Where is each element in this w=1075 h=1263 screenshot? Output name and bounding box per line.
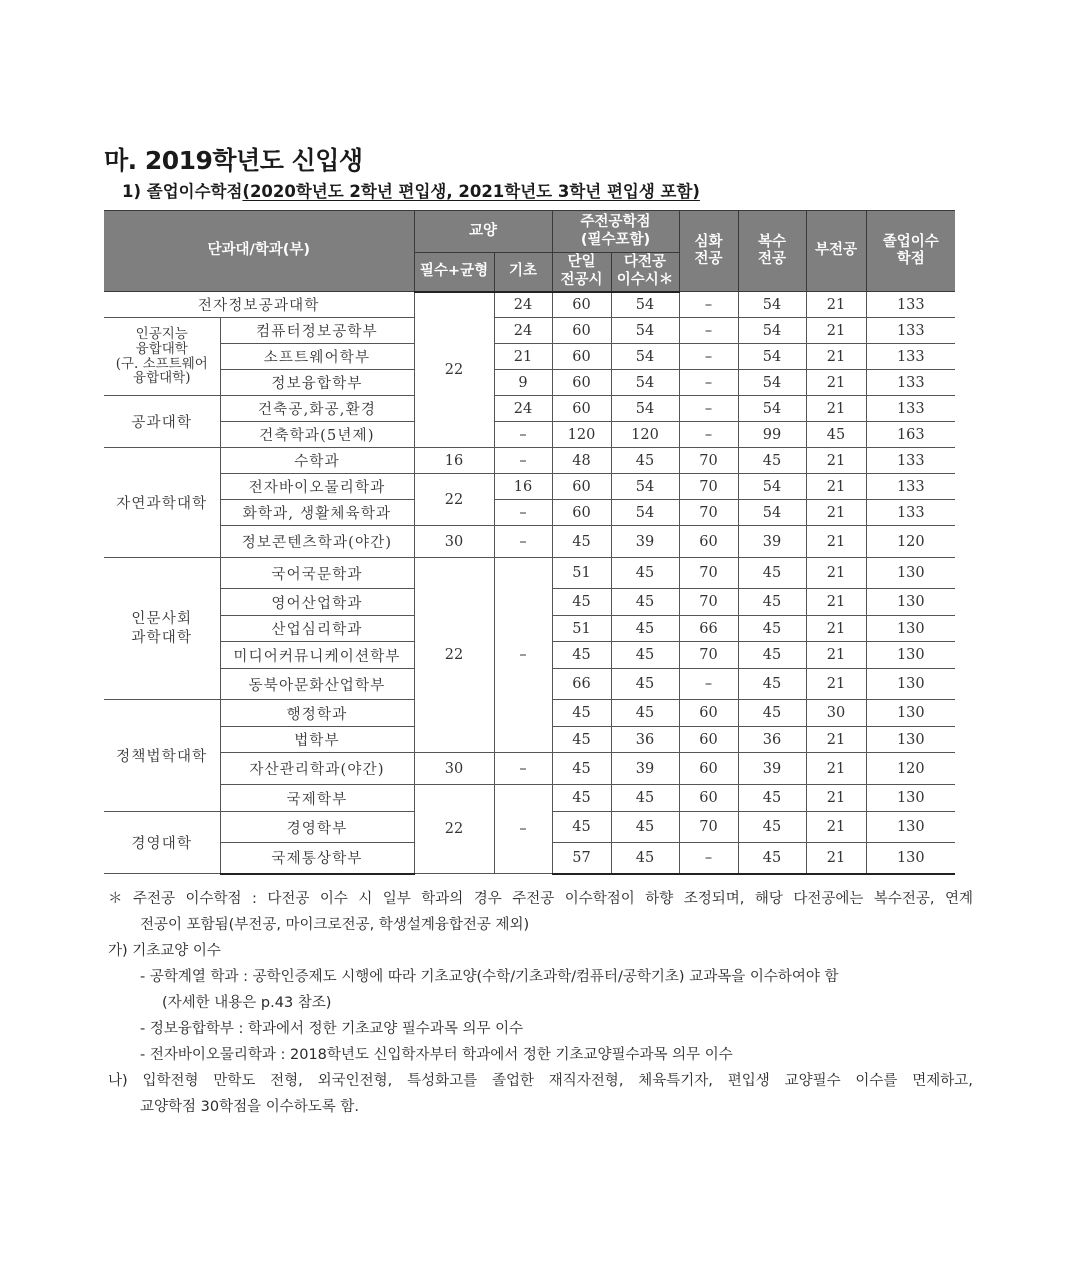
college-name: 공과대학 <box>104 396 220 448</box>
required-cell: 30 <box>414 526 494 558</box>
department-cell: 화학과, 생활체육학과 <box>220 500 414 526</box>
note-word: 이수학점 <box>185 891 242 907</box>
multi-cell: 54 <box>611 344 679 370</box>
single-cell: 45 <box>552 785 611 812</box>
note-word: 나) <box>108 1073 128 1089</box>
table-row <box>104 422 955 448</box>
multi-cell: 54 <box>611 474 679 500</box>
graduation-cell: 130 <box>866 843 955 874</box>
double-cell: 45 <box>738 700 806 727</box>
advanced-cell: – <box>679 422 738 448</box>
college-name-line4: 융합대학) <box>133 370 191 387</box>
note-word: 학과의 <box>421 891 464 907</box>
double-cell: 45 <box>738 558 806 589</box>
college-name-line3: (구. 소프트웨어 <box>115 355 208 372</box>
department-cell: 건축공,화공,환경 <box>220 396 414 422</box>
header-general-basic: 기초 <box>494 253 552 292</box>
double-cell: 54 <box>738 370 806 396</box>
subheading-prefix: 1) 졸업이수학점 <box>122 182 243 201</box>
college-name <box>104 318 220 396</box>
graduation-cell: 130 <box>866 558 955 589</box>
minor-cell: 21 <box>806 500 866 526</box>
note-major-credits <box>108 886 973 912</box>
graduation-cell: 130 <box>866 785 955 812</box>
note-major-credits-cont: 전공이 포함됨(부전공, 마이크로전공, 학생설계융합전공 제외) <box>140 917 530 933</box>
note-word: 교양필수 <box>784 1073 841 1089</box>
note-word: 면제하고, <box>912 1073 973 1089</box>
note-word: 주전공 <box>512 891 555 907</box>
advanced-cell: 70 <box>679 812 738 843</box>
graduation-cell: 133 <box>866 448 955 474</box>
department-cell: 국제학부 <box>220 785 414 812</box>
double-cell: 54 <box>738 292 806 318</box>
basic-cell: 16 <box>494 474 552 500</box>
table-row <box>104 448 955 474</box>
graduation-cell: 133 <box>866 292 955 318</box>
minor-cell: 21 <box>806 616 866 642</box>
college-name: 경영대학 <box>104 812 220 874</box>
double-cell: 39 <box>738 753 806 785</box>
single-cell: 57 <box>552 843 611 874</box>
multi-cell: 45 <box>611 700 679 727</box>
department-cell: 국제통상학부 <box>220 843 414 874</box>
header-graduation <box>866 211 955 292</box>
header-advanced-line2: 전공 <box>694 251 723 267</box>
note-word: 만학도 <box>213 1073 256 1089</box>
single-cell: 45 <box>552 526 611 558</box>
minor-cell: 21 <box>806 396 866 422</box>
single-cell: 66 <box>552 669 611 700</box>
merged-required-cell: 22 <box>414 785 494 874</box>
advanced-cell: – <box>679 344 738 370</box>
graduation-cell: 133 <box>866 500 955 526</box>
note-word: 복수전공, <box>873 891 935 907</box>
note-ga-item-1-cont: (자세한 내용은 p.43 참조) <box>162 995 332 1011</box>
graduation-cell: 133 <box>866 474 955 500</box>
advanced-cell: – <box>679 396 738 422</box>
double-cell: 36 <box>738 727 806 753</box>
header-single-major <box>552 253 611 292</box>
minor-cell: 21 <box>806 642 866 669</box>
single-cell: 60 <box>552 318 611 344</box>
table-row <box>104 500 955 526</box>
table-row <box>104 396 955 422</box>
minor-cell: 21 <box>806 843 866 874</box>
advanced-cell: 60 <box>679 785 738 812</box>
advanced-cell: 60 <box>679 727 738 753</box>
graduation-cell: 163 <box>866 422 955 448</box>
note-word: 이수 <box>319 891 348 907</box>
graduation-cell: 133 <box>866 318 955 344</box>
department-cell: 소프트웨어학부 <box>220 344 414 370</box>
double-cell: 45 <box>738 642 806 669</box>
table-row <box>104 558 955 589</box>
department-cell: 미디어커뮤니케이션학부 <box>220 642 414 669</box>
department-cell: 영어산업학과 <box>220 589 414 616</box>
single-cell: 60 <box>552 474 611 500</box>
basic-cell: 24 <box>494 396 552 422</box>
note-word: 연계 <box>944 891 973 907</box>
double-cell: 39 <box>738 526 806 558</box>
basic-cell: – <box>494 500 552 526</box>
graduation-cell: 130 <box>866 727 955 753</box>
department-cell: 정보융합학부 <box>220 370 414 396</box>
double-cell: 45 <box>738 616 806 642</box>
multi-cell: 120 <box>611 422 679 448</box>
minor-cell: 21 <box>806 785 866 812</box>
graduation-cell: 133 <box>866 396 955 422</box>
note-word: 시 <box>358 891 373 907</box>
multi-cell: 45 <box>611 843 679 874</box>
header-single-line2: 전공시 <box>560 271 603 288</box>
required-cell: 16 <box>414 448 494 474</box>
double-cell: 45 <box>738 843 806 874</box>
note-na-cont: 교양학점 30학점을 이수하도록 함. <box>140 1099 359 1115</box>
single-cell: 45 <box>552 727 611 753</box>
advanced-cell: 70 <box>679 474 738 500</box>
single-cell: 51 <box>552 558 611 589</box>
multi-cell: 45 <box>611 669 679 700</box>
basic-cell: 9 <box>494 370 552 396</box>
note-word: 외국인전형, <box>317 1073 393 1089</box>
note-word: : <box>251 891 257 907</box>
graduation-cell: 133 <box>866 370 955 396</box>
multi-cell: 54 <box>611 292 679 318</box>
department-cell: 전자바이오물리학과 <box>220 474 414 500</box>
department-cell: 법학부 <box>220 727 414 753</box>
section-heading: 마. 2019학년도 신입생 <box>104 146 363 175</box>
note-word: 경우 <box>473 891 502 907</box>
single-cell: 45 <box>552 812 611 843</box>
single-cell: 51 <box>552 616 611 642</box>
table-row <box>104 474 955 500</box>
note-word: 이수학점이 <box>564 891 635 907</box>
multi-cell: 54 <box>611 396 679 422</box>
merged-required-cell: 22 <box>414 558 494 753</box>
multi-cell: 45 <box>611 642 679 669</box>
merged-required-cell: 22 <box>414 292 494 448</box>
table-row <box>104 292 955 318</box>
header-graduation-line2: 학점 <box>896 251 925 267</box>
note-ga-item-2: - 정보융합학부 : 학과에서 정한 기초교양 필수과목 의무 이수 <box>140 1021 524 1037</box>
single-cell: 60 <box>552 292 611 318</box>
advanced-cell: 70 <box>679 448 738 474</box>
multi-cell: 36 <box>611 727 679 753</box>
note-word: 체육특기자, <box>638 1073 713 1089</box>
advanced-cell: 70 <box>679 500 738 526</box>
minor-cell: 21 <box>806 727 866 753</box>
graduation-cell: 130 <box>866 669 955 700</box>
merged-required-cell: 22 <box>414 474 494 526</box>
multi-cell: 39 <box>611 526 679 558</box>
double-cell: 45 <box>738 669 806 700</box>
multi-cell: 54 <box>611 318 679 344</box>
graduation-cell: 130 <box>866 700 955 727</box>
table-row <box>104 370 955 396</box>
basic-cell: – <box>494 422 552 448</box>
multi-cell: 45 <box>611 785 679 812</box>
note-word: 일부 <box>382 891 411 907</box>
table-row <box>104 785 955 812</box>
header-graduation-line1: 졸업이수 <box>882 233 939 250</box>
note-ga-item-3: - 전자바이오물리학과 : 2018학년도 신입학자부터 학과에서 정한 기초교양필수과목 의무 이수 <box>140 1047 733 1063</box>
advanced-cell: 60 <box>679 700 738 727</box>
department-cell: 자산관리학과(야간) <box>220 753 414 785</box>
advanced-cell: 70 <box>679 642 738 669</box>
multi-cell: 45 <box>611 589 679 616</box>
note-word: 다전공 <box>267 891 310 907</box>
graduation-cell: 130 <box>866 589 955 616</box>
department-cell: 정보콘텐츠학과(야간) <box>220 526 414 558</box>
minor-cell: 21 <box>806 812 866 843</box>
multi-cell: 45 <box>611 448 679 474</box>
advanced-cell: 60 <box>679 753 738 785</box>
note-word: 주전공 <box>132 891 175 907</box>
minor-cell: 21 <box>806 448 866 474</box>
college-name <box>104 558 220 700</box>
department-cell: 건축학과(5년제) <box>220 422 414 448</box>
single-cell: 120 <box>552 422 611 448</box>
multi-cell: 45 <box>611 616 679 642</box>
double-cell: 54 <box>738 500 806 526</box>
single-cell: 45 <box>552 753 611 785</box>
college-name: 자연과학대학 <box>104 448 220 558</box>
department-cell: 국어국문학과 <box>220 558 414 589</box>
graduation-cell: 120 <box>866 526 955 558</box>
header-multi-major <box>611 253 679 292</box>
header-minor: 부전공 <box>806 211 866 292</box>
advanced-cell: – <box>679 292 738 318</box>
double-cell: 99 <box>738 422 806 448</box>
header-general: 교양 <box>414 211 552 253</box>
department-cell: 컴퓨터정보공학부 <box>220 318 414 344</box>
single-cell: 45 <box>552 589 611 616</box>
double-cell: 45 <box>738 812 806 843</box>
minor-cell: 21 <box>806 344 866 370</box>
section-subheading <box>122 178 700 202</box>
minor-cell: 30 <box>806 700 866 727</box>
double-cell: 45 <box>738 785 806 812</box>
basic-cell: 24 <box>494 292 552 318</box>
table-row <box>104 318 955 344</box>
header-college: 단과대/학과(부) <box>104 211 414 292</box>
department-cell: 수학과 <box>220 448 414 474</box>
college-name-line1: 인공지능 <box>135 325 188 342</box>
advanced-cell: – <box>679 669 738 700</box>
double-cell: 45 <box>738 589 806 616</box>
header-double-line1: 복수 <box>758 233 787 250</box>
notes-section <box>108 886 973 1120</box>
college-name: 정책법학대학 <box>104 700 220 812</box>
subheading-underlined: (2020학년도 2학년 편입생, 2021학년도 3학년 편입생 포함) <box>242 182 700 201</box>
double-cell: 54 <box>738 396 806 422</box>
minor-cell: 21 <box>806 669 866 700</box>
note-na <box>108 1068 973 1094</box>
merged-basic-cell: – <box>494 785 552 874</box>
graduation-cell: 130 <box>866 642 955 669</box>
minor-cell: 45 <box>806 422 866 448</box>
college-name: 전자정보공과대학 <box>104 292 414 318</box>
note-ga-item-1: - 공학계열 학과 : 공학인증제도 시행에 따라 기초교양(수학/기초과학/컴퓨터/공학기초) 교과목을 이수하여야 함 <box>140 969 839 985</box>
header-advanced-line1: 심화 <box>694 233 723 250</box>
college-name-line1: 인문사회 <box>131 610 193 627</box>
single-cell: 48 <box>552 448 611 474</box>
minor-cell: 21 <box>806 526 866 558</box>
merged-basic-cell: – <box>494 558 552 753</box>
header-general-required: 필수+균형 <box>414 253 494 292</box>
table-row <box>104 526 955 558</box>
table-row <box>104 344 955 370</box>
single-cell: 60 <box>552 370 611 396</box>
header-major <box>552 211 679 253</box>
note-word: 특성화고를 <box>407 1073 478 1089</box>
multi-cell: 54 <box>611 500 679 526</box>
single-cell: 45 <box>552 642 611 669</box>
minor-cell: 21 <box>806 370 866 396</box>
minor-cell: 21 <box>806 589 866 616</box>
header-major-sub: (필수포함) <box>580 231 651 248</box>
graduation-cell: 133 <box>866 344 955 370</box>
note-star-mark: ＊ <box>108 891 123 907</box>
minor-cell: 21 <box>806 318 866 344</box>
advanced-cell: 70 <box>679 558 738 589</box>
double-cell: 54 <box>738 474 806 500</box>
minor-cell: 21 <box>806 558 866 589</box>
department-cell: 행정학과 <box>220 700 414 727</box>
note-word: 졸업한 <box>491 1073 534 1089</box>
department-cell: 경영학부 <box>220 812 414 843</box>
single-cell: 60 <box>552 500 611 526</box>
basic-cell: – <box>494 448 552 474</box>
double-cell: 45 <box>738 448 806 474</box>
required-cell: 30 <box>414 753 494 785</box>
multi-cell: 39 <box>611 753 679 785</box>
note-word: 하향 <box>645 891 674 907</box>
double-cell: 54 <box>738 318 806 344</box>
advanced-cell: – <box>679 843 738 874</box>
graduation-credits-table <box>104 210 955 875</box>
multi-cell: 54 <box>611 370 679 396</box>
advanced-cell: – <box>679 370 738 396</box>
department-cell: 산업심리학과 <box>220 616 414 642</box>
header-multi-line2: 이수시＊ <box>616 271 674 288</box>
basic-cell: 24 <box>494 318 552 344</box>
single-cell: 45 <box>552 700 611 727</box>
basic-cell: 21 <box>494 344 552 370</box>
advanced-cell: 60 <box>679 526 738 558</box>
note-word: 입학전형 <box>142 1073 199 1089</box>
department-cell: 동북아문화산업학부 <box>220 669 414 700</box>
header-double <box>738 211 806 292</box>
basic-cell: – <box>494 753 552 785</box>
header-single-line1: 단일 <box>567 254 596 271</box>
minor-cell: 21 <box>806 292 866 318</box>
note-word: 다전공에는 <box>793 891 864 907</box>
note-word: 이수를 <box>855 1073 898 1089</box>
note-word: 편입생 <box>727 1073 770 1089</box>
basic-cell: – <box>494 526 552 558</box>
advanced-cell: 70 <box>679 589 738 616</box>
advanced-cell: 66 <box>679 616 738 642</box>
minor-cell: 21 <box>806 474 866 500</box>
note-word: 조정되며, <box>683 891 745 907</box>
college-name-line2: 과학대학 <box>131 629 193 646</box>
note-word: 재직자전형, <box>548 1073 624 1089</box>
multi-cell: 45 <box>611 558 679 589</box>
header-double-line2: 전공 <box>758 251 787 267</box>
header-major-title: 주전공학점 <box>580 214 651 231</box>
header-multi-line1: 다전공 <box>624 254 667 271</box>
note-word: 전형, <box>270 1073 303 1089</box>
single-cell: 60 <box>552 344 611 370</box>
college-name-line2: 융합대학 <box>135 340 188 357</box>
graduation-cell: 130 <box>866 616 955 642</box>
single-cell: 60 <box>552 396 611 422</box>
advanced-cell: – <box>679 318 738 344</box>
note-ga-heading: 가) 기초교양 이수 <box>108 943 221 959</box>
double-cell: 54 <box>738 344 806 370</box>
header-advanced <box>679 211 738 292</box>
graduation-cell: 130 <box>866 812 955 843</box>
note-word: 해당 <box>754 891 783 907</box>
multi-cell: 45 <box>611 812 679 843</box>
minor-cell: 21 <box>806 753 866 785</box>
table-row <box>104 753 955 785</box>
graduation-cell: 120 <box>866 753 955 785</box>
